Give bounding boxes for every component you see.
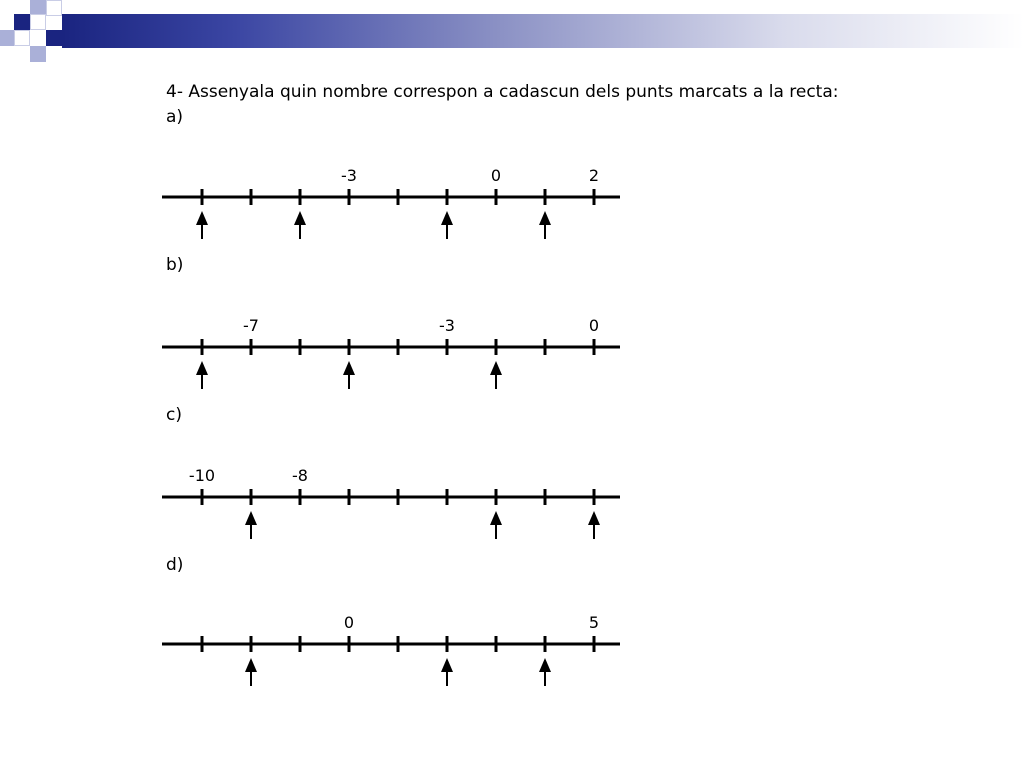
tick-label: 2 xyxy=(588,166,600,185)
arrow-head xyxy=(294,211,306,225)
tick-label: -3 xyxy=(341,166,357,185)
tick-label: -7 xyxy=(243,316,259,335)
arrow-up-icon xyxy=(490,511,502,539)
tick-label: -3 xyxy=(439,316,455,335)
number-line-b xyxy=(150,310,640,410)
arrow-head xyxy=(441,211,453,225)
tick-label: 5 xyxy=(588,613,600,632)
exercise-label-c: c) xyxy=(166,405,182,425)
arrow-head xyxy=(245,511,257,525)
arrow-head xyxy=(196,361,208,375)
question-text: 4- Assenyala quin nombre correspon a cadascun dels punts marcats a la recta: xyxy=(166,82,839,102)
banner-square-icon xyxy=(30,14,46,30)
banner-square-icon xyxy=(14,14,30,30)
number-line-d xyxy=(150,607,640,707)
exercise-label-b: b) xyxy=(166,255,184,275)
arrow-up-icon xyxy=(539,658,551,686)
arrow-up-icon xyxy=(490,361,502,389)
banner-square-icon xyxy=(30,46,46,62)
tick-label: -8 xyxy=(292,466,308,485)
arrow-up-icon xyxy=(343,361,355,389)
arrow-head xyxy=(588,511,600,525)
tick-label: 0 xyxy=(343,613,355,632)
banner-gradient-bar xyxy=(62,14,1024,48)
header-banner xyxy=(0,0,1024,62)
tick-label: 0 xyxy=(588,316,600,335)
banner-square-icon xyxy=(46,0,62,16)
arrow-head xyxy=(245,658,257,672)
arrow-head xyxy=(490,361,502,375)
tick-label: -10 xyxy=(188,466,216,485)
arrow-up-icon xyxy=(196,211,208,239)
exercise-label-d: d) xyxy=(166,555,184,575)
arrow-up-icon xyxy=(245,658,257,686)
arrow-up-icon xyxy=(588,511,600,539)
number-line-c xyxy=(150,460,640,560)
arrow-up-icon xyxy=(441,658,453,686)
arrow-up-icon xyxy=(294,211,306,239)
arrow-head xyxy=(539,211,551,225)
banner-square-icon xyxy=(46,30,62,46)
arrow-up-icon xyxy=(441,211,453,239)
arrow-head xyxy=(196,211,208,225)
exercise-label-a: a) xyxy=(166,107,184,127)
arrow-head xyxy=(441,658,453,672)
tick-label: 0 xyxy=(490,166,502,185)
arrow-head xyxy=(490,511,502,525)
arrow-head xyxy=(539,658,551,672)
number-line-a xyxy=(150,160,640,260)
arrow-up-icon xyxy=(196,361,208,389)
banner-square-icon xyxy=(14,30,30,46)
arrow-up-icon xyxy=(539,211,551,239)
arrow-up-icon xyxy=(245,511,257,539)
arrow-head xyxy=(343,361,355,375)
